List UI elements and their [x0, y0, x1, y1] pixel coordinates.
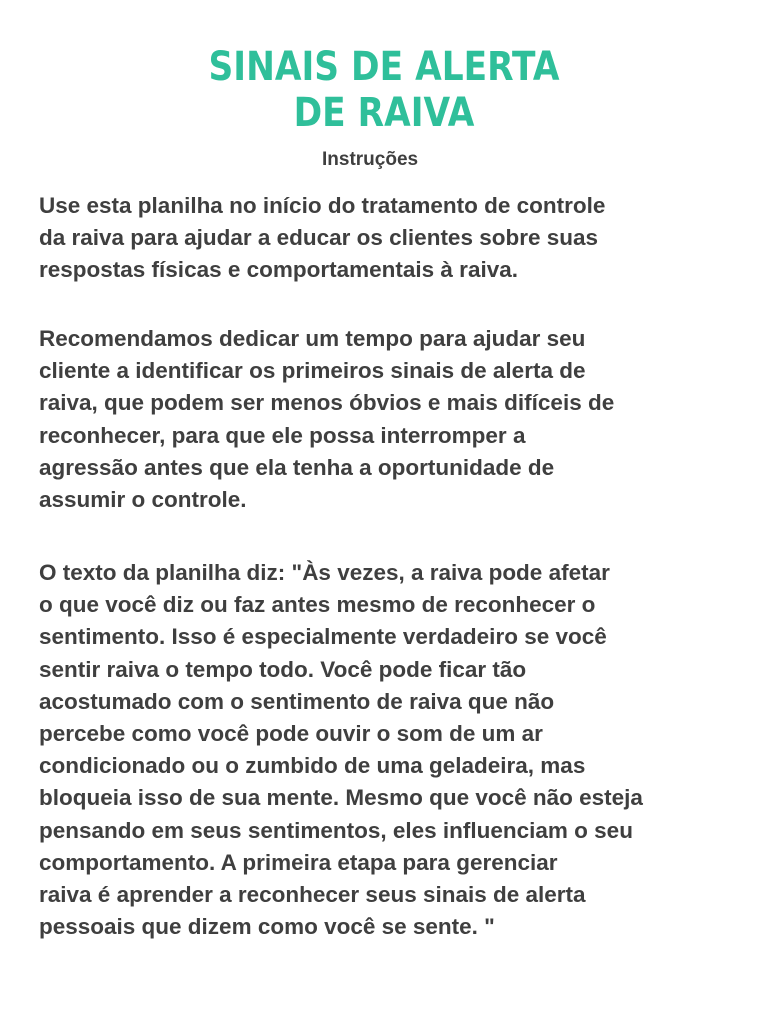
paragraph-line: cliente a identificar os primeiros sinais de alerta de [39, 358, 586, 384]
paragraph-line: assumir o controle. [39, 487, 247, 513]
paragraph-line: sentimento. Isso é especialmente verdadeiro se você [39, 624, 607, 650]
title-line-1: SINAIS DE ALERTA [208, 44, 560, 90]
title-line-2: DE RAIVA [293, 90, 475, 136]
paragraph-line: acostumado com o sentimento de raiva que não [39, 688, 555, 714]
paragraph-line: raiva, que podem ser menos óbvios e mais difíceis de [39, 390, 615, 416]
paragraph-line: respostas físicas e comportamentais à raiva. [39, 257, 518, 283]
section-heading-instructions: Instruções [322, 149, 419, 170]
paragraph-line: raiva é aprender a reconhecer seus sinais de alerta [39, 882, 586, 908]
paragraph-line: O texto da planilha diz: "Às vezes, a raiva pode afetar [39, 560, 610, 585]
paragraph-line: bloqueia isso de sua mente. Mesmo que você não esteja [39, 785, 643, 811]
paragraph-line: comportamento. A primeira etapa para gerenciar [39, 849, 558, 875]
paragraph-line: reconhecer, para que ele possa interromper a [39, 422, 526, 448]
paragraph-worksheet-quote [39, 557, 739, 943]
paragraph-recommendation [39, 323, 739, 516]
paragraph-intro [39, 190, 739, 287]
paragraph-line: sentir raiva o tempo todo. Você pode ficar tão [39, 656, 527, 682]
paragraph-line: pensando em seus sentimentos, eles influenciam o seu [39, 817, 633, 843]
paragraph-line: percebe como você pode ouvir o som de um ar [39, 721, 543, 747]
paragraph-line: pessoais que dizem como você se sente. " [39, 914, 495, 940]
paragraph-line: da raiva para ajudar a educar os clientes sobre suas [39, 225, 599, 251]
page-title [54, 44, 714, 136]
paragraph-line: Use esta planilha no início do tratamento de controle [39, 193, 606, 218]
paragraph-line: Recomendamos dedicar um tempo para ajudar seu [39, 326, 586, 351]
paragraph-line: agressão antes que ela tenha a oportunidade de [39, 454, 555, 480]
paragraph-line: condicionado ou o zumbido de uma geladeira, mas [39, 753, 586, 779]
paragraph-line: o que você diz ou faz antes mesmo de reconhecer o [39, 592, 596, 618]
